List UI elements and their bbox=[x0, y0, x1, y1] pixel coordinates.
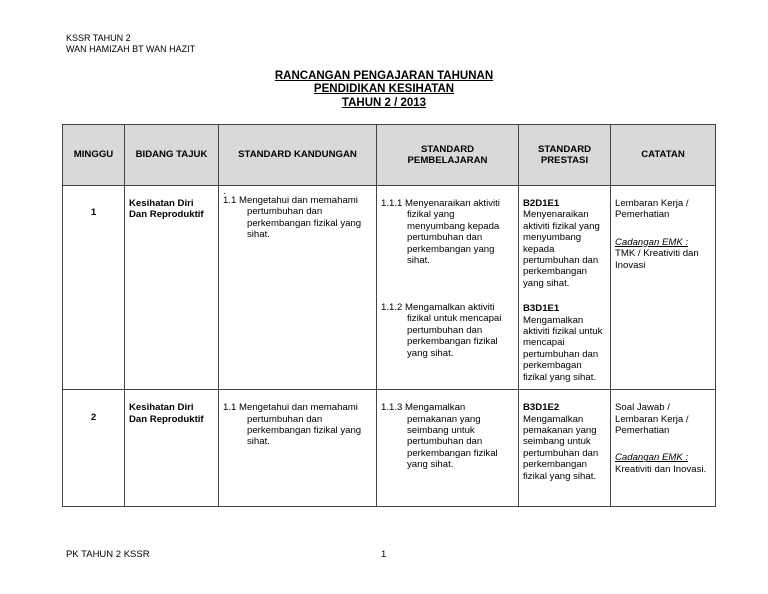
title-line-3: TAHUN 2 / 2013 bbox=[341, 97, 427, 109]
plan-table bbox=[62, 124, 716, 507]
prestasi-cell: B2D1E1 Menyenaraikan aktiviti fizikal yang menyumbang kepada pertumbuhan dan perkembangan yang sihat. B3D1E1 Mengamalkan aktiviti fizikal untuk mencapai pertumbuhan dan perkembagan fizikal yang sihat. bbox=[519, 186, 611, 390]
header-standard-pembelajaran: STANDARD PEMBELAJARAN bbox=[377, 125, 519, 186]
table-row bbox=[63, 186, 716, 390]
header-line-2: WAN HAMIZAH BT WAN HAZIT bbox=[66, 44, 196, 54]
page-number: 1 bbox=[381, 549, 387, 560]
prestasi-cell: B3D1E2 Mengamalkan pemakanan yang seimbang untuk pertumbuhan dan perkembangan fizikal yang sihat. bbox=[519, 390, 611, 507]
week-cell: 1 bbox=[63, 186, 125, 390]
footer-left: PK TAHUN 2 KSSR bbox=[66, 549, 150, 560]
header-minggu: MINGGU bbox=[63, 125, 125, 186]
kandungan-cell: 1.1 Mengetahui dan memahami pertumbuhan dan perkembangan fizikal yang sihat. bbox=[219, 390, 377, 507]
header-standard-kandungan: STANDARD KANDUNGAN bbox=[219, 125, 377, 186]
table-row bbox=[63, 390, 716, 507]
table-header-row bbox=[63, 125, 716, 186]
title-line-2: PENDIDIKAN KESIHATAN bbox=[313, 83, 455, 95]
bidang-cell: Kesihatan Diri Dan Reproduktif bbox=[125, 186, 219, 390]
header-catatan: CATATAN bbox=[611, 125, 716, 186]
kandungan-cell: . 1.1 Mengetahui dan memahami pertumbuhan dan perkembangan fizikal yang sihat. bbox=[219, 186, 377, 390]
bidang-cell: Kesihatan Diri Dan Reproduktif bbox=[125, 390, 219, 507]
header-standard-prestasi: STANDARD PRESTASI bbox=[519, 125, 611, 186]
title-line-1: RANCANGAN PENGAJARAN TAHUNAN bbox=[274, 70, 494, 82]
header-bidang-tajuk: BIDANG TAJUK bbox=[125, 125, 219, 186]
catatan-cell: Lembaran Kerja / Pemerhatian Cadangan EMK : TMK / Kreativiti dan Inovasi bbox=[611, 186, 716, 390]
week-cell: 2 bbox=[63, 390, 125, 507]
header-line-1: KSSR TAHUN 2 bbox=[66, 33, 131, 43]
pembelajaran-cell: 1.1.1 Menyenaraikan aktiviti fizikal yang menyumbang kepada pertumbuhan dan perkembangan yang sihat. 1.1.2 Mengamalkan aktiviti fizikal untuk mencapai pertumbuhan dan perkembangan fizikal yang sihat. bbox=[377, 186, 519, 390]
catatan-cell: Soal Jawab / Lembaran Kerja / Pemerhatian Cadangan EMK : Kreativiti dan Inovasi. bbox=[611, 390, 716, 507]
pembelajaran-cell: 1.1.3 Mengamalkan pemakanan yang seimbang untuk pertumbuhan dan perkembangan fizikal yang sihat. bbox=[377, 390, 519, 507]
